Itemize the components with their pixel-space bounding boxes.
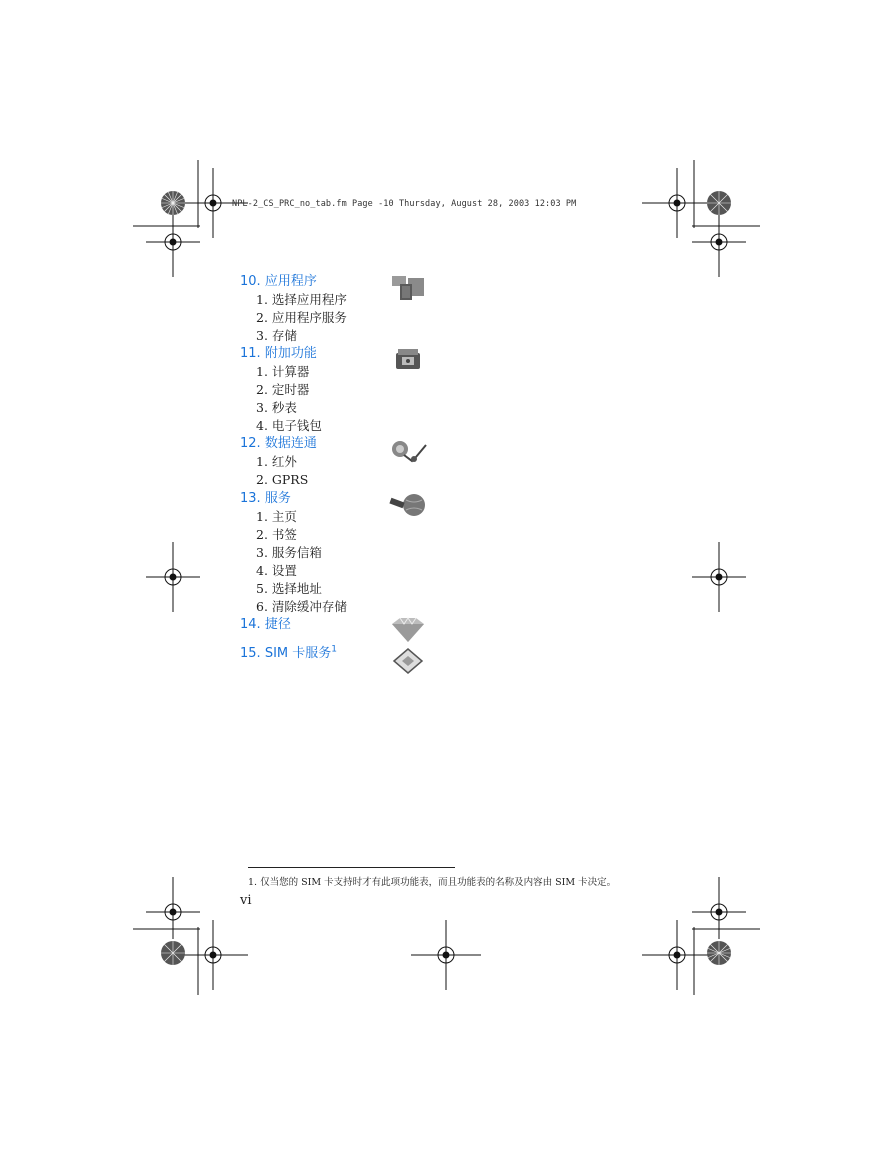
list-item: 2. GPRS (256, 472, 309, 487)
list-item: 1. 红外 (256, 454, 297, 469)
menu-section-services (240, 490, 347, 616)
section-heading: 13. 服务 (240, 491, 291, 506)
gem-icon (386, 614, 430, 644)
registration-mark (692, 215, 746, 277)
menu-section-apps (240, 273, 347, 345)
list-item: 4. 设置 (256, 563, 297, 578)
section-heading: 11. 附加功能 (240, 346, 317, 361)
registration-mark (692, 877, 746, 939)
registration-mark (146, 215, 200, 277)
section-heading: 12. 数据连通 (240, 436, 317, 451)
page-number: vi (240, 893, 252, 908)
globe-icon (386, 490, 430, 520)
registration-mark (692, 542, 746, 612)
footnote-divider (248, 867, 455, 868)
list-item: 1. 计算器 (256, 364, 310, 379)
list-item: 6. 清除缓冲存储 (256, 599, 347, 614)
menu-section-shortcuts (240, 616, 291, 634)
list-item: 2. 定时器 (256, 382, 310, 397)
starburst-mark (161, 941, 185, 965)
registration-mark (146, 877, 200, 939)
section-heading: 14. 捷径 (240, 617, 291, 632)
starburst-mark (707, 941, 731, 965)
footnote: 1. 仅当您的 SIM 卡支持时才有此项功能表，而且功能表的名称及内容由 SIM 卡决定。 (248, 877, 617, 888)
list-item: 5. 选择地址 (256, 581, 322, 596)
list-item: 1. 选择应用程序 (256, 292, 347, 307)
starburst-mark (707, 191, 731, 215)
apps-icon (386, 272, 430, 302)
section-heading: 15. SIM 卡服务$^1$ (240, 644, 337, 661)
connectivity-icon (386, 437, 430, 467)
sim-card-icon (386, 645, 430, 675)
section-heading: 10. 应用程序 (240, 274, 317, 289)
list-item: 2. 应用程序服务 (256, 310, 347, 325)
list-item: 3. 秒表 (256, 400, 297, 415)
registration-mark (642, 168, 712, 238)
registration-mark (178, 920, 248, 990)
list-item: 3. 服务信箱 (256, 545, 322, 560)
menu-section-connectivity (240, 435, 317, 489)
menu-section-extras (240, 345, 322, 435)
file-info-header: NPL-2_CS_PRC_no_tab.fm Page -10 Thursday, August 28, 2003 12:03 PM (232, 199, 577, 209)
toolbox-icon (386, 345, 430, 375)
registration-mark (642, 920, 712, 990)
list-item: 3. 存储 (256, 328, 297, 343)
registration-mark (411, 920, 481, 990)
menu-section-sim-services (240, 645, 337, 663)
registration-mark (146, 542, 200, 612)
list-item: 4. 电子钱包 (256, 418, 322, 433)
list-item: 1. 主页 (256, 509, 297, 524)
starburst-mark (161, 191, 185, 215)
list-item: 2. 书签 (256, 527, 297, 542)
